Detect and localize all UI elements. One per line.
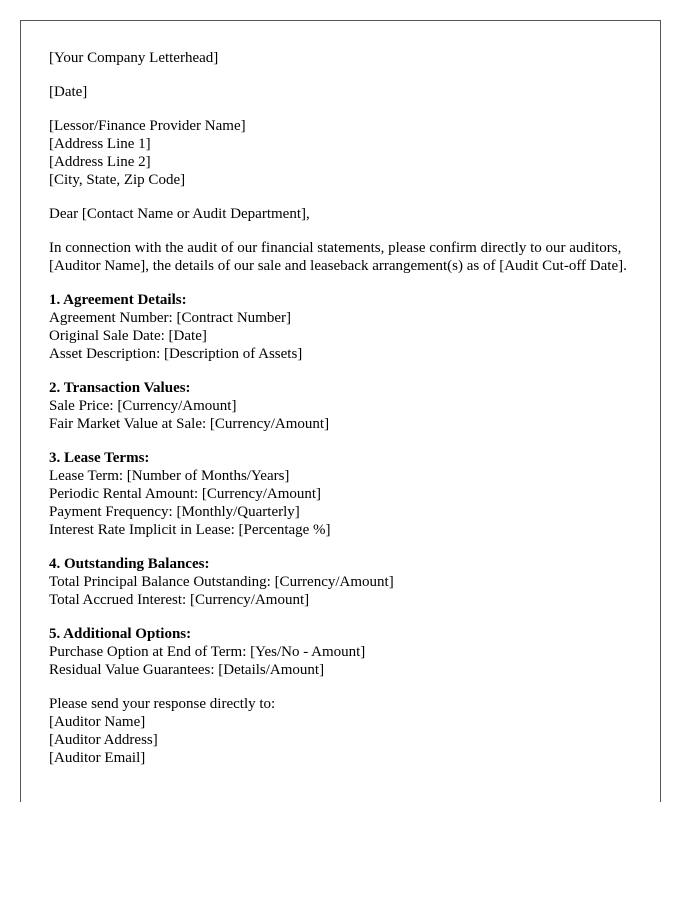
recipient-city-state-zip: [City, State, Zip Code] xyxy=(49,172,186,188)
recipient-address xyxy=(49,117,639,189)
section-transaction-values xyxy=(49,379,639,433)
letterhead-block xyxy=(49,49,639,67)
date-block xyxy=(49,83,639,101)
section-line: Periodic Rental Amount: [Currency/Amount] xyxy=(49,486,322,502)
section-line: Lease Term: [Number of Months/Years] xyxy=(49,468,290,484)
response-intro: Please send your response directly to: xyxy=(49,696,276,712)
section-line: Original Sale Date: [Date] xyxy=(49,328,207,344)
section-line: Total Principal Balance Outstanding: [Currency/Amount] xyxy=(49,574,394,590)
section-line: Asset Description: [Description of Assets] xyxy=(49,346,303,362)
recipient-address-line-2: [Address Line 2] xyxy=(49,154,151,170)
section-line: Residual Value Guarantees: [Details/Amount] xyxy=(49,662,325,678)
section-heading: 3. Lease Terms: xyxy=(49,450,150,466)
section-line: Purchase Option at End of Term: [Yes/No - Amount] xyxy=(49,644,366,660)
salutation-block xyxy=(49,205,639,223)
section-heading: 5. Additional Options: xyxy=(49,626,192,642)
section-line: Fair Market Value at Sale: [Currency/Amount] xyxy=(49,416,330,432)
section-agreement-details xyxy=(49,291,639,363)
auditor-email: [Auditor Email] xyxy=(49,750,146,766)
section-line: Sale Price: [Currency/Amount] xyxy=(49,398,237,414)
recipient-name: [Lessor/Finance Provider Name] xyxy=(49,118,246,134)
section-heading: 2. Transaction Values: xyxy=(49,380,191,396)
auditor-name: [Auditor Name] xyxy=(49,714,146,730)
section-line: Interest Rate Implicit in Lease: [Percentage %] xyxy=(49,522,331,538)
section-heading: 1. Agreement Details: xyxy=(49,292,187,308)
section-lease-terms xyxy=(49,449,639,539)
letter-page xyxy=(20,20,661,802)
letterhead: [Your Company Letterhead] xyxy=(49,50,219,66)
section-line: Agreement Number: [Contract Number] xyxy=(49,310,291,326)
auditor-address: [Auditor Address] xyxy=(49,732,158,748)
response-block xyxy=(49,695,639,767)
intro-paragraph-block xyxy=(49,239,639,275)
letter-date: [Date] xyxy=(49,84,88,100)
section-line: Total Accrued Interest: [Currency/Amount] xyxy=(49,592,310,608)
section-additional-options xyxy=(49,625,639,679)
section-heading: 4. Outstanding Balances: xyxy=(49,556,210,572)
intro-paragraph: In connection with the audit of our financial statements, please confirm directly to our auditors, [Auditor Name], the details of our sale and leaseback arrangement(s) as of [Audit Cut-off Date]. xyxy=(49,240,627,274)
section-outstanding-balances xyxy=(49,555,639,609)
recipient-address-line-1: [Address Line 1] xyxy=(49,136,151,152)
salutation: Dear [Contact Name or Audit Department], xyxy=(49,206,310,222)
section-line: Payment Frequency: [Monthly/Quarterly] xyxy=(49,504,300,520)
letter-body xyxy=(49,49,639,783)
